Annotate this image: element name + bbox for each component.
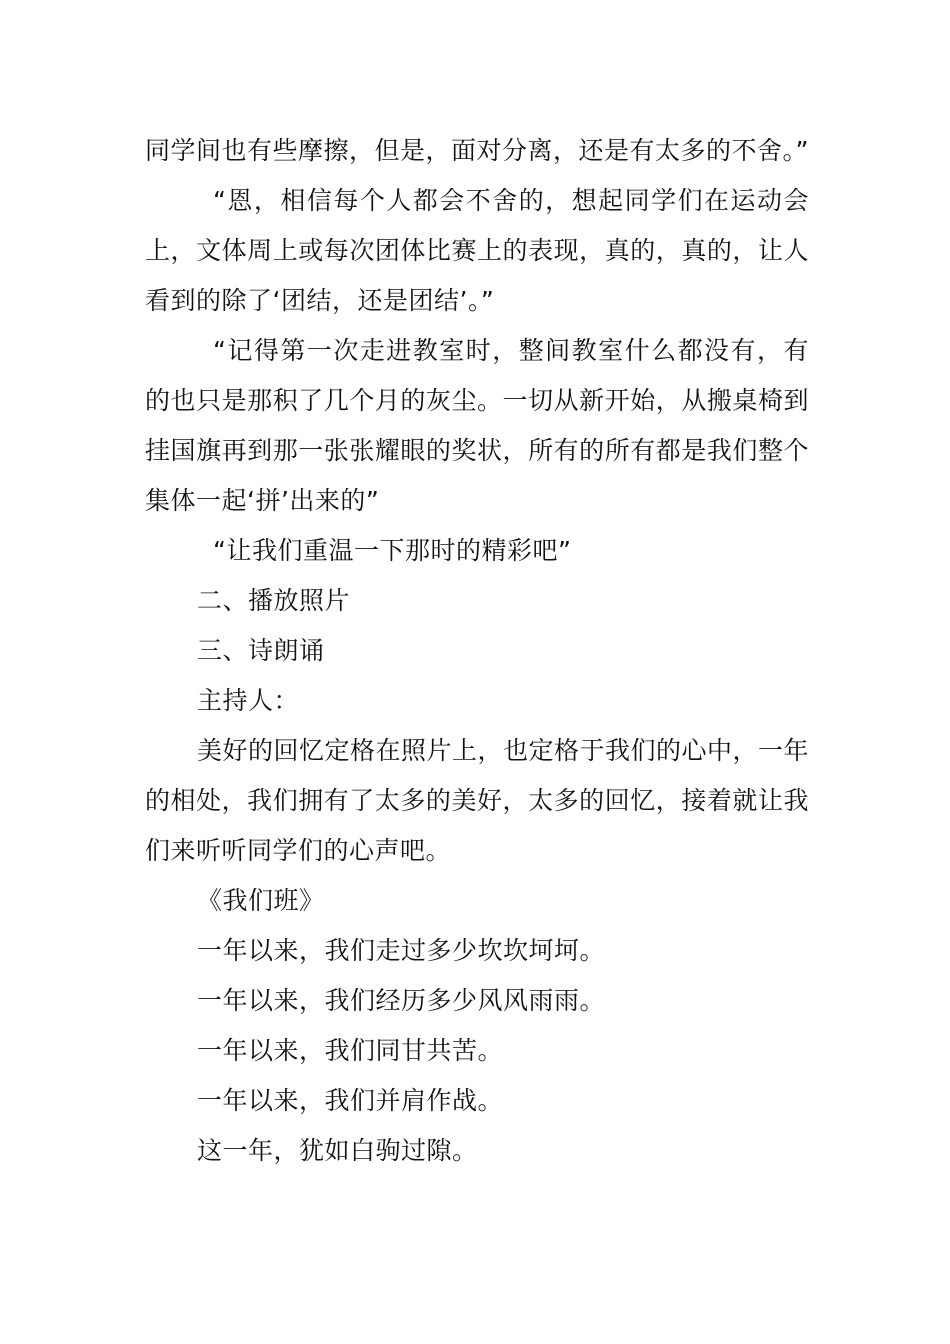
paragraph-continuation: 同学间也有些摩擦，但是，面对分离，还是有太多的不舍。”	[145, 136, 809, 165]
section-heading-photos: 二、播放照片	[197, 586, 351, 615]
poem-line: 这一年，犹如白驹过隙。	[197, 1136, 478, 1165]
paragraph-quote-classroom: “记得第一次走进教室时，整间教室什么都没有，有的也只是那积了几个月的灰尘。一切从新开始，从搬桌椅到挂国旗再到那一张张耀眼的奖状，所有的所有都是我们整个集体一起‘拼’出来的”	[145, 336, 809, 515]
poem-line: 一年以来，我们走过多少坎坎坷坷。	[197, 936, 606, 965]
poem-title: 《我们班》	[197, 886, 325, 915]
poem-line: 一年以来，我们经历多少风风雨雨。	[197, 986, 606, 1015]
paragraph-host-speech: 美好的回忆定格在照片上，也定格于我们的心中，一年的相处，我们拥有了太多的美好，太多的回忆，接着就让我们来听听同学们的心声吧。	[145, 736, 810, 865]
paragraph-quote-unity: “恩，相信每个人都会不舍的，想起同学们在运动会上，文体周上或每次团体比赛上的表现，真的，真的，让人看到的除了‘团结，还是团结’。”	[145, 186, 809, 315]
paragraph-quote-review: “让我们重温一下那时的精彩吧”	[213, 536, 572, 565]
section-heading-poem: 三、诗朗诵	[197, 636, 325, 665]
poem-line: 一年以来，我们同甘共苦。	[197, 1036, 504, 1065]
host-label: 主持人：	[197, 686, 300, 715]
poem-line: 一年以来，我们并肩作战。	[197, 1086, 504, 1115]
document-body	[145, 126, 809, 1176]
